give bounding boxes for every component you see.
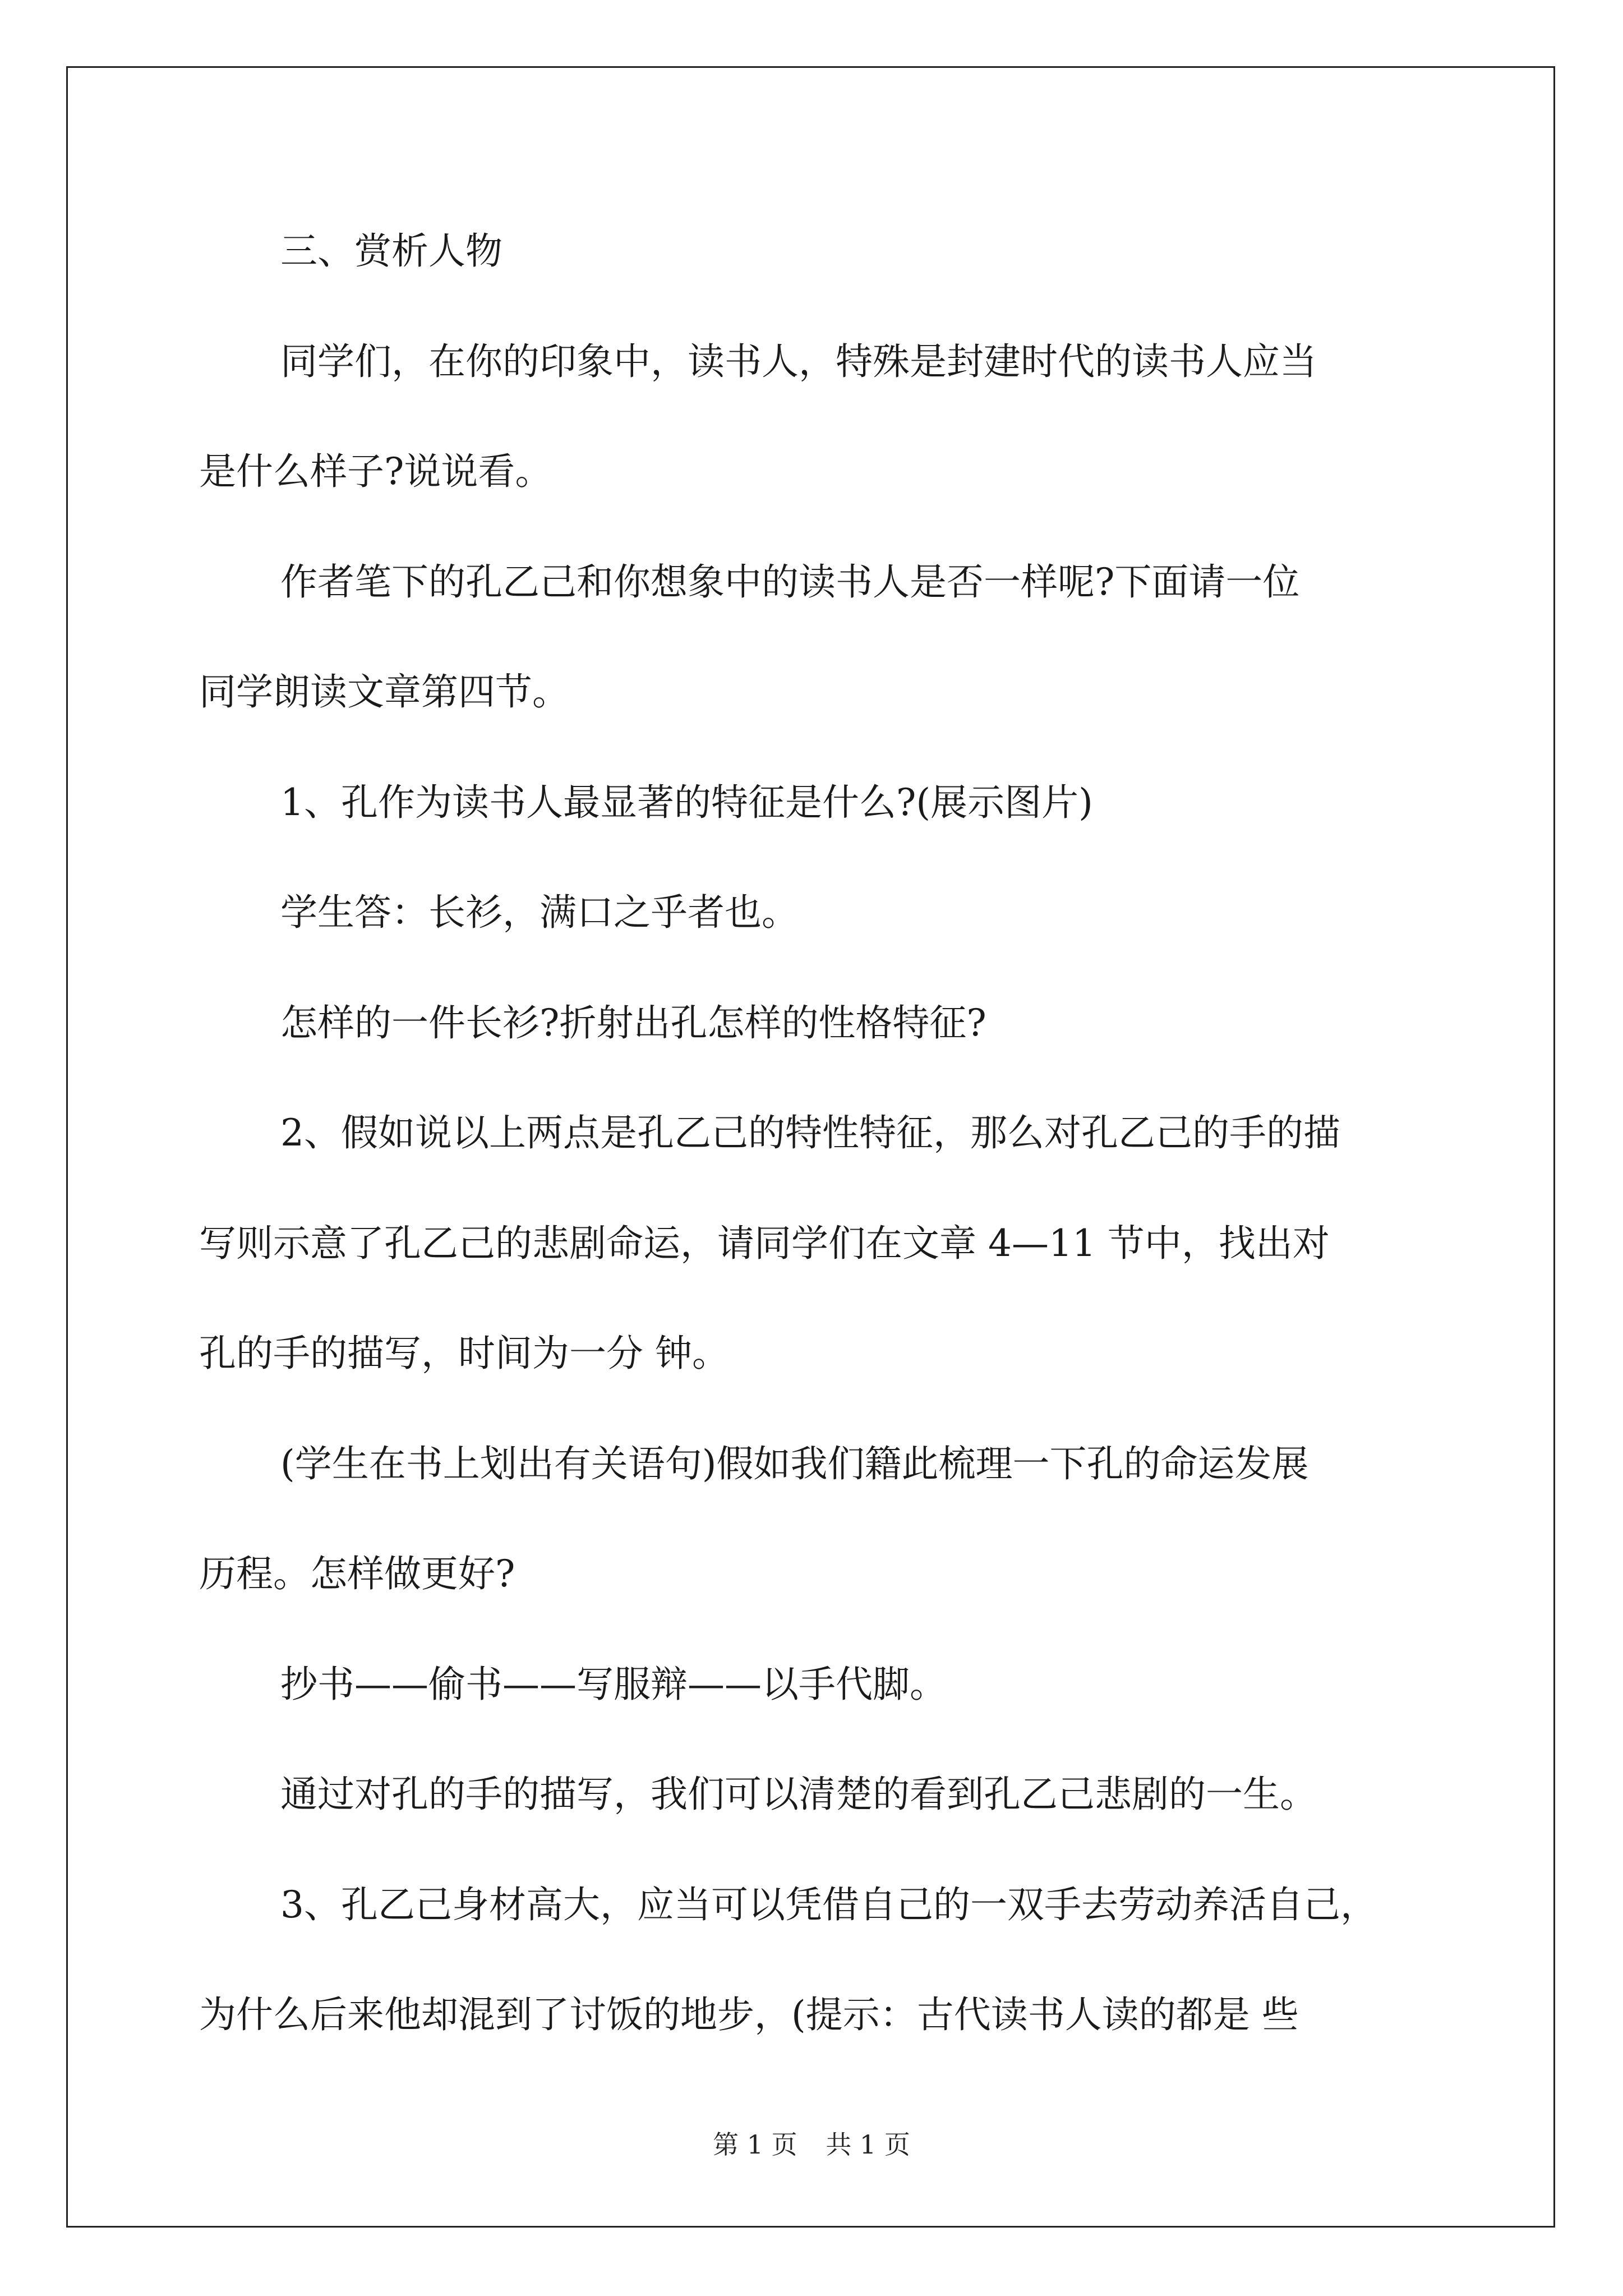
paragraph-line: 同学朗读文章第四节。 xyxy=(199,670,569,714)
paragraph-line: 历程。怎样做更好? xyxy=(199,1552,515,1595)
page-number: 第 1 页 xyxy=(713,2129,797,2160)
page-footer xyxy=(0,2129,1623,2160)
paragraph-line: 为什么后来他却混到了讨饭的地步，(提示：古代读书人读的都是 些 xyxy=(199,1993,1299,2036)
question-line: 3、孔乙己身材高大，应当可以凭借自己的一双手去劳动养活自己， xyxy=(280,1883,1377,1926)
paragraph-line: (学生在书上划出有关语句)假如我们籍此梳理一下孔的命运发展 xyxy=(280,1442,1309,1485)
paragraph-line: 同学们，在你的印象中，读书人，特殊是封建时代的读书人应当 xyxy=(280,340,1317,383)
paragraph-line: 是什么样子?说说看。 xyxy=(199,450,552,493)
section-heading: 三、赏析人物 xyxy=(280,229,502,273)
question-line: 怎样的一件长衫?折射出孔怎样的性格特征? xyxy=(280,1001,986,1045)
paragraph-line: 作者笔下的孔乙己和你想象中的读书人是否一样呢?下面请一位 xyxy=(280,560,1300,604)
page-total: 共 1 页 xyxy=(826,2129,910,2160)
question-line: 1、孔作为读书人最显著的特征是什么?(展示图片) xyxy=(280,781,1093,824)
paragraph-line: 通过对孔的手的描写，我们可以清楚的看到孔乙己悲剧的一生。 xyxy=(280,1773,1317,1816)
answer-line: 学生答：长衫，满口之乎者也。 xyxy=(280,891,799,934)
question-line: 2、假如说以上两点是孔乙己的特性特征，那么对孔乙己的手的描 xyxy=(280,1111,1340,1154)
paragraph-line: 写则示意了孔乙己的悲剧命运，请同学们在文章 4—11 节中，找出对 xyxy=(199,1222,1330,1265)
sequence-line: 抄书——偷书——写服辩——以手代脚。 xyxy=(280,1663,947,1706)
paragraph-line: 孔的手的描写，时间为一分 钟。 xyxy=(199,1332,729,1375)
